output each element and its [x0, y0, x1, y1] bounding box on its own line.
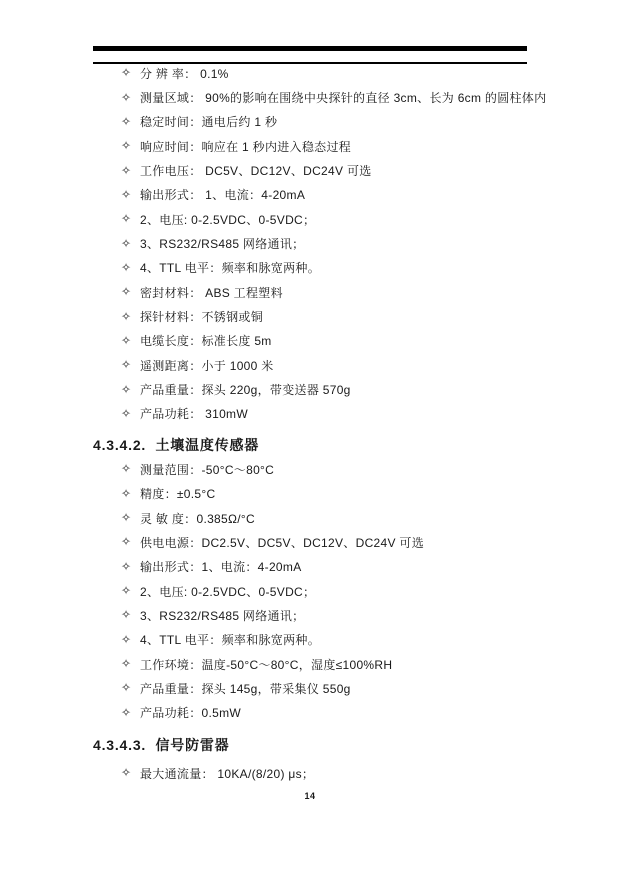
spec-item: [93, 134, 553, 158]
page-number: 14: [304, 791, 316, 801]
spec-item: [93, 110, 553, 134]
spec-item: [93, 579, 553, 603]
diamond-bullet-icon: ✧: [121, 284, 132, 299]
spec-item: [93, 256, 553, 280]
spec-item: [93, 183, 553, 207]
spec-item: [93, 158, 553, 182]
diamond-bullet-icon: ✧: [121, 559, 132, 574]
spec-item: [93, 530, 553, 554]
spec-item-text: 产品功耗： 310mW: [140, 407, 248, 422]
spec-item-text: 遥测距离：小于 1000 米: [140, 358, 274, 373]
diamond-bullet-icon: ✧: [121, 211, 132, 226]
spec-item-text: 响应时间：响应在 1 秒内进入稳态过程: [140, 139, 352, 154]
diamond-bullet-icon: ✧: [121, 163, 132, 178]
spec-item-text: 工作电压： DC5V、DC12V、DC24V 可选: [140, 164, 372, 179]
diamond-bullet-icon: ✧: [121, 680, 132, 695]
spec-item: [93, 377, 553, 401]
spec-item-text: 分 辨 率： 0.1%: [140, 66, 229, 81]
diamond-bullet-icon: ✧: [121, 705, 132, 720]
spec-item-text: 4、TTL 电平：频率和脉宽两种。: [140, 261, 320, 276]
section-heading-soil-temperature-sensor: 4.3.4.2. 土壤温度传感器: [93, 437, 260, 454]
spec-item: [93, 402, 553, 426]
spec-item: [93, 628, 553, 652]
spec-item: [93, 761, 553, 785]
spec-item-text: 输出形式：1、电流：4-20mA: [140, 560, 302, 575]
spec-item-text: 2、电压: 0-2.5VDC、0-5VDC；: [140, 584, 316, 599]
spec-item-text: 工作环境：温度-50°C～80°C，湿度≤100%RH: [140, 657, 393, 672]
spec-item-text: 测量区域： 90%的影响在围绕中央探针的直径 3cm、长为 6cm 的圆柱体内: [140, 91, 547, 106]
spec-item-text: 供电电源：DC2.5V、DC5V、DC12V、DC24V 可选: [140, 535, 425, 550]
header-rule-thick: [93, 46, 527, 51]
section-heading-signal-lightning-protector: 4.3.4.3. 信号防雷器: [93, 736, 230, 753]
spec-item: [93, 231, 553, 255]
diamond-bullet-icon: ✧: [121, 236, 132, 251]
spec-item-text: 电缆长度：标准长度 5m: [140, 334, 272, 349]
diamond-bullet-icon: ✧: [121, 333, 132, 348]
spec-item: [93, 506, 553, 530]
spec-item-text: 2、电压: 0-2.5VDC、0-5VDC；: [140, 212, 316, 227]
spec-item: [93, 329, 553, 353]
spec-item-text: 3、RS232/RS485 网络通讯；: [140, 608, 305, 623]
spec-item-text: 探针材料：不锈钢或铜: [140, 310, 264, 325]
spec-item: [93, 304, 553, 328]
spec-item-text: 输出形式： 1、电流：4-20mA: [140, 188, 306, 203]
spec-item: [93, 652, 553, 676]
diamond-bullet-icon: ✧: [121, 607, 132, 622]
diamond-bullet-icon: ✧: [121, 461, 132, 476]
diamond-bullet-icon: ✧: [121, 632, 132, 647]
spec-item-text: 稳定时间：通电后约 1 秒: [140, 115, 278, 130]
spec-item: [93, 603, 553, 627]
diamond-bullet-icon: ✧: [121, 187, 132, 202]
diamond-bullet-icon: ✧: [121, 534, 132, 549]
spec-item: [93, 676, 553, 700]
spec-item: [93, 280, 553, 304]
spec-item-text: 产品功耗：0.5mW: [140, 706, 242, 721]
spec-item-text: 3、RS232/RS485 网络通讯；: [140, 237, 305, 252]
spec-list-3: [93, 761, 553, 785]
spec-item: [93, 353, 553, 377]
spec-list-2: [93, 457, 553, 725]
diamond-bullet-icon: ✧: [121, 309, 132, 324]
diamond-bullet-icon: ✧: [121, 382, 132, 397]
spec-list-1: [93, 61, 553, 426]
spec-item: [93, 207, 553, 231]
spec-item: [93, 701, 553, 725]
spec-item-text: 密封材料： ABS 工程塑料: [140, 285, 283, 300]
spec-item-text: 测量范围：-50°C～80°C: [140, 462, 275, 477]
spec-item-text: 精度：±0.5°C: [140, 487, 216, 502]
diamond-bullet-icon: ✧: [121, 260, 132, 275]
spec-item: [93, 457, 553, 481]
page-content: [93, 61, 553, 785]
diamond-bullet-icon: ✧: [121, 583, 132, 598]
diamond-bullet-icon: ✧: [121, 90, 132, 105]
spec-item-text: 4、TTL 电平：频率和脉宽两种。: [140, 633, 320, 648]
spec-item-text: 产品重量：探头 220g，带变送器 570g: [140, 383, 351, 398]
diamond-bullet-icon: ✧: [121, 65, 132, 80]
diamond-bullet-icon: ✧: [121, 656, 132, 671]
spec-item: [93, 61, 553, 85]
spec-item: [93, 555, 553, 579]
diamond-bullet-icon: ✧: [121, 357, 132, 372]
diamond-bullet-icon: ✧: [121, 765, 132, 780]
spec-item-text: 产品重量：探头 145g，带采集仪 550g: [140, 681, 351, 696]
diamond-bullet-icon: ✧: [121, 406, 132, 421]
diamond-bullet-icon: ✧: [121, 510, 132, 525]
spec-item-text: 最大通流量： 10KA/(8/20) μs；: [140, 766, 315, 781]
spec-item-text: 灵 敏 度：0.385Ω/°C: [140, 511, 255, 526]
diamond-bullet-icon: ✧: [121, 138, 132, 153]
spec-item: [93, 482, 553, 506]
diamond-bullet-icon: ✧: [121, 486, 132, 501]
spec-item: [93, 85, 553, 109]
diamond-bullet-icon: ✧: [121, 114, 132, 129]
